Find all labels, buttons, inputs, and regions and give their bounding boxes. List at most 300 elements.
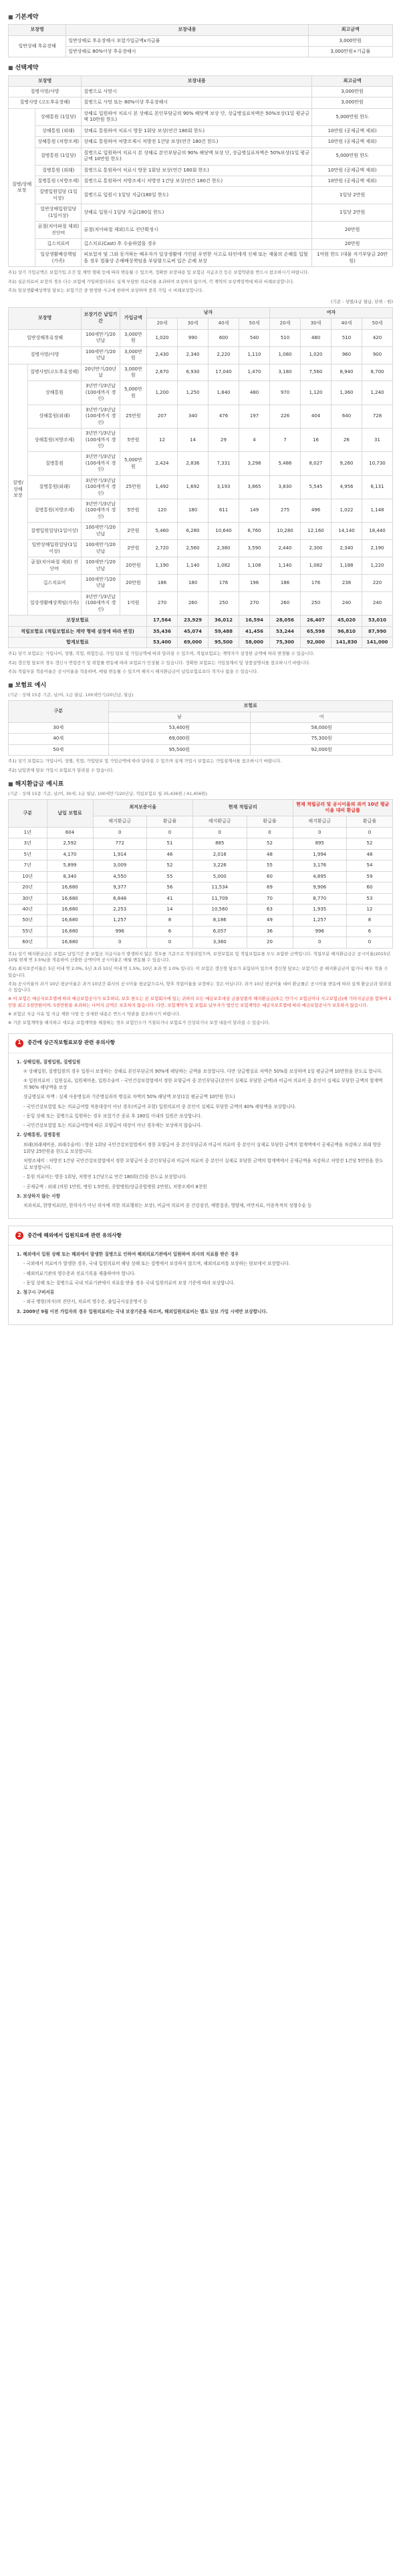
premium-value: 3,865 <box>239 475 270 499</box>
premium-value: 970 <box>270 381 301 405</box>
coverage-amount: 10만원 (공제금액 제외) <box>312 137 393 148</box>
coverage-period: 3년만기/3년납(100세까지 갱신) <box>82 499 120 523</box>
premium-example-desc: (기준 : 상해 15종 기준, 남/여, 1급 월납, 100세만기/20년납, 월납) <box>8 692 134 698</box>
example-note-2: 주2) 납입면제 담보 가입시 보험료가 달라질 수 있습니다. <box>8 767 114 773</box>
refund-cell: 885 <box>193 838 247 849</box>
refund-cell: 5,000 <box>193 871 247 882</box>
coverage-period: 100세만기/20년납 <box>82 346 120 364</box>
coverage-name: 상해통원(처방조제) <box>27 429 82 452</box>
premium-value: 275 <box>270 499 301 523</box>
premium-value: 8,027 <box>301 452 331 475</box>
notice-item: 1. 상해입원, 질병입원, 질병입원 <box>17 1059 81 1065</box>
male-premium: 95,500원 <box>108 744 251 755</box>
coverage-name: 질병사망 (고도후유장해) <box>9 97 82 108</box>
premium-value: 1,020 <box>301 346 331 364</box>
table-row <box>9 125 393 136</box>
premium-value: 600 <box>209 329 239 346</box>
refund-cell: 46 <box>147 849 193 860</box>
premium-value: 6,131 <box>362 475 393 499</box>
premium-value: 149 <box>239 499 270 523</box>
coverage-amount: 5만원 <box>120 429 146 452</box>
coverage-desc: 질병으로 사망 또는 80%이상 후유장해시 <box>82 97 312 108</box>
premium-value: 8,940 <box>331 364 362 381</box>
coverage-amount: 20만원 <box>312 222 393 239</box>
age-header: 30세 <box>178 318 209 329</box>
col-header: 보장내용 <box>82 75 312 86</box>
refund-cell: 1,257 <box>293 915 347 926</box>
premium-value: 3,193 <box>209 475 239 499</box>
premium-value: 17,040 <box>209 364 239 381</box>
total-value: 28,056 <box>270 615 301 626</box>
refund-cell: 30년 <box>9 893 47 904</box>
table-row <box>9 926 393 937</box>
age-header: 50세 <box>239 318 270 329</box>
coverage-name: 질병통원(외래) <box>27 475 82 499</box>
premium-value: 1,470 <box>239 364 270 381</box>
premium-value: 250 <box>301 591 331 615</box>
premium-value: 2,340 <box>331 540 362 557</box>
female-premium: 75,300원 <box>251 734 393 744</box>
premium-value: 1,022 <box>331 499 362 523</box>
col-header: 남 <box>108 712 251 722</box>
refund-cell: 2,592 <box>47 838 93 849</box>
coverage-amount: 3,000만원 <box>312 97 393 108</box>
total-value: 58,000 <box>239 637 270 648</box>
table-row <box>9 165 393 176</box>
coverage-period: 3년만기/3년납(100세까지 갱신) <box>82 429 120 452</box>
premium-value: 4,956 <box>331 475 362 499</box>
refund-cell: 16,680 <box>47 893 93 904</box>
refund-cell: 0 <box>247 827 293 838</box>
premium-value: 6,280 <box>178 523 209 540</box>
table-row <box>9 204 393 222</box>
premium-value: 2,380 <box>209 540 239 557</box>
refund-cell: 52 <box>347 838 393 849</box>
bullet-icon: ■ <box>8 13 13 20</box>
col-header: 구분 <box>9 799 47 827</box>
total-value: 96,810 <box>331 626 362 637</box>
table-row <box>9 429 393 452</box>
refund-cell: 3,009 <box>93 860 147 871</box>
total-value: 141,000 <box>362 637 393 648</box>
section-premium-example-title <box>8 682 393 690</box>
table-row <box>9 475 393 499</box>
coverage-amount: 25만원 <box>120 475 146 499</box>
refund-cell: 48 <box>347 849 393 860</box>
coverage-desc: 골절(치아파절 제외)으로 진단확정시 <box>82 222 312 239</box>
table-row <box>9 893 393 904</box>
refund-cell: 7년 <box>9 860 47 871</box>
age-header: 30세 <box>301 318 331 329</box>
total-value: 53,244 <box>270 626 301 637</box>
refund-cell: 6,848 <box>93 893 147 904</box>
refund-cell: 36 <box>247 926 293 937</box>
refund-cell: 60 <box>347 882 393 893</box>
premium-value: 611 <box>209 499 239 523</box>
coverage-desc: 깁스치료(Cast) 후 수술하였을 경우 <box>82 239 312 250</box>
premium-value: 1,188 <box>331 557 362 575</box>
refund-heading: 해지환급금 예시표 <box>15 780 64 788</box>
notice-item: - 동일 상해 또는 질병으로 입원하는 경우 보험기간 종료 후 180일 이내의 입원은 보상합니다. <box>23 1113 203 1119</box>
notice-item: 처방조제비 : 처방전 1건당 국민건강보험법에서 정한 요양급여 중 본인부담금과 비급여 의료비 중 본인이 실제로 부담한 금액의 합계액에서 공제금액을 차감하고 처방전 1건당 5만원을 한도로 보상합니다. <box>23 1157 384 1171</box>
coverage-period: 100세만기/20년납 <box>82 557 120 575</box>
coverage-desc: 질병으로 입원시 1일당 지급(180일 한도) <box>82 187 312 204</box>
refund-cell: 6 <box>347 926 393 937</box>
refund-cell: 20년 <box>9 882 47 893</box>
notice-item: - 국민건강보험법 또는 의료급여법에 따른 요양급여 대상이 아닌 경우에는 보상하지 않습니다. <box>23 1123 203 1129</box>
col-header: 보장내용 <box>66 25 308 35</box>
coverage-amount: 1일당 2만원 <box>312 187 393 204</box>
premium-value: 180 <box>178 499 209 523</box>
premium-value: 120 <box>147 499 178 523</box>
refund-cell: 4,895 <box>293 871 347 882</box>
coverage-amount: 3,000만원 <box>120 346 146 364</box>
coverage-name: 질병입원일당(1일이상) <box>27 523 82 540</box>
premium-value: 18,440 <box>362 523 393 540</box>
premium-value: 26 <box>331 429 362 452</box>
table-row <box>9 137 393 148</box>
coverage-name: 질병통원 (1일당) <box>35 148 82 165</box>
premium-value: 16 <box>301 429 331 452</box>
premium-value: 5,486 <box>270 452 301 475</box>
notice-item: 2. 상해통원, 질병통원 <box>17 1132 61 1138</box>
coverage-name: 질병사망/사망 <box>9 346 82 364</box>
coverage-name: 상해통원 (처방조제) <box>35 137 82 148</box>
total-row <box>9 615 393 626</box>
premium-value: 220 <box>362 574 393 591</box>
premium-value: 180 <box>178 574 209 591</box>
premium-value: 14 <box>178 429 209 452</box>
table-row <box>9 722 393 733</box>
female-premium: 92,000원 <box>251 744 393 755</box>
premium-value: 1,140 <box>178 557 209 575</box>
premium-value: 2,440 <box>270 540 301 557</box>
sub-header: 해지환급금 <box>93 816 147 827</box>
refund-cell: 48 <box>247 849 293 860</box>
refund-cell: 55년 <box>9 926 47 937</box>
coverage-desc: 일반상해로 80%이상 후유장해시 <box>66 47 308 57</box>
notice-box-body <box>9 1246 392 1324</box>
refund-cell: 20 <box>247 937 293 948</box>
coverage-period: 100세만기/20년납 <box>82 329 120 346</box>
sub-header: 환급률 <box>347 816 393 827</box>
refund-cell: 4,550 <box>93 871 147 882</box>
table-row <box>9 860 393 871</box>
refund-cell: 0 <box>293 827 347 838</box>
col-header: 최고금액 <box>308 25 393 35</box>
total-value: 53,400 <box>147 637 178 648</box>
premium-value: 2,836 <box>178 452 209 475</box>
premium-value: 196 <box>239 574 270 591</box>
bullet-icon: ■ <box>8 682 13 688</box>
coverage-name: 일상생활배상책임 (가족) <box>35 250 82 267</box>
premium-value: 2,430 <box>147 346 178 364</box>
refund-cell: 0 <box>93 827 147 838</box>
total-value: 41,456 <box>239 626 270 637</box>
notice-item: 1. 해외에서 입원 상해 또는 해외에서 발생한 질병으로 인하여 해외의료기관에서 입원하여 의사의 치료를 받은 경우 <box>17 1252 239 1258</box>
table-row <box>9 176 393 186</box>
coverage-name: 질병통원(처방조제) <box>27 499 82 523</box>
total-value: 87,990 <box>362 626 393 637</box>
total-value: 92,000 <box>301 637 331 648</box>
notice-item: 2. 청구시 구비서류 <box>17 1290 55 1296</box>
premium-value: 12 <box>147 429 178 452</box>
premium-value: 900 <box>362 346 393 364</box>
premium-value: 6,760 <box>239 523 270 540</box>
table-row <box>9 523 393 540</box>
coverage-amount: 10만원 (공제금액 제외) <box>312 165 393 176</box>
table-row <box>9 35 393 46</box>
premium-value: 404 <box>301 405 331 428</box>
refund-cell: 8,186 <box>193 915 247 926</box>
table-row <box>9 47 393 57</box>
premium-value: 420 <box>362 329 393 346</box>
premium-value: 1,360 <box>331 381 362 405</box>
premium-value: 2,340 <box>178 346 209 364</box>
notice-item: ① 상해입원, 질병입원의 경우 입원시 보장하는 상해로 본인부담금의 90%에 해당하는 금액을 보상합니다. 다만 상급병실료 차액은 50%를 보상하며 1일 평균금액 10만원을 한도로 합니다. <box>23 1068 383 1074</box>
notice-box-title: 중간에 상근직보험료보장 관련 유의사항 <box>27 1039 115 1046</box>
table-row <box>9 452 393 475</box>
premium-value: 270 <box>147 591 178 615</box>
refund-cell: 2,016 <box>193 849 247 860</box>
col-header: 최고금액 <box>312 75 393 86</box>
coverage-name: 깁스치료비 <box>35 239 82 250</box>
refund-cell: 1,257 <box>93 915 147 926</box>
premium-value: 728 <box>362 405 393 428</box>
coverage-amount: 5,000만원 <box>120 452 146 475</box>
refund-cell: 16,680 <box>47 904 93 915</box>
col-header: 가입금액 <box>120 307 146 329</box>
refund-cell: 51 <box>147 838 193 849</box>
premium-value: 3,830 <box>270 475 301 499</box>
refund-cell: 55 <box>247 860 293 871</box>
sub-header: 환급률 <box>247 816 293 827</box>
premium-note-3: 주3) 적립부분 적용이율은 공시이율을 적용하며, 매월 변동될 수 있으며 해지시 해지환급금이 납입보험료보다 적거나 없을 수 있습니다. <box>8 669 259 675</box>
table-row <box>9 108 393 125</box>
premium-value: 990 <box>178 329 209 346</box>
example-note-1: 주1) 상기 보험료는 가입나이, 성별, 직업, 가입담보 및 가입금액에 따라 달라질 수 있으며 실제 가입시 보험료는 가입설계서를 참조하시기 바랍니다. <box>8 758 282 764</box>
notice-item: - 국민건강보험법 또는 의료급여법 적용대상이 아닌 경우(비급여 포함) 입원의료비 중 본인이 실제로 부담한 금액의 40% 해당액을 보상합니다. <box>23 1103 297 1109</box>
coverage-period: 100세만기/20년납 <box>82 574 120 591</box>
total-value: 23,929 <box>178 615 209 626</box>
premium-value: 1,082 <box>209 557 239 575</box>
refund-cell: 6,057 <box>193 926 247 937</box>
refund-cell: 54 <box>347 860 393 871</box>
premium-value: 3,298 <box>239 452 270 475</box>
premium-value: 4 <box>239 429 270 452</box>
notice-box-body <box>9 1053 392 1219</box>
premium-example-table <box>8 700 393 756</box>
table-row <box>9 381 393 405</box>
refund-cell: 6 <box>147 926 193 937</box>
refund-cell: 56 <box>147 882 193 893</box>
table-row <box>9 148 393 165</box>
coverage-amount: 10만원 (공제금액 제외) <box>312 125 393 136</box>
coverage-desc: 상해로 입원시 1일당 지급(180일 한도) <box>82 204 312 222</box>
col-header: 현재 적립금리 <box>193 799 293 816</box>
premium-value: 226 <box>270 405 301 428</box>
table-row <box>9 591 393 615</box>
coverage-name: 상해통원 (외래) <box>35 125 82 136</box>
sub-header: 해지환급금 <box>293 816 347 827</box>
refund-cell: 11,709 <box>193 893 247 904</box>
refund-note-2: 주2) 최저보증이율은 5년 이내 연 2.0%, 5년 초과 10년 이내 연 1.5%, 10년 초과 연 1.0% 입니다. 이 보험은 갱신형 담보가 포함되어 있으며 갱신형 담보는 보험기간 중 해지환급금이 없거나 매우 적을 수 있습니다. <box>8 966 388 978</box>
refund-cell: 3,226 <box>193 860 247 871</box>
premium-value: 10,640 <box>209 523 239 540</box>
coverage-amount: 1억원 한도 (대물 자기부담금 20만원) <box>312 250 393 267</box>
refund-cell: 8,340 <box>47 871 93 882</box>
refund-note-3: 주3) 공시이율의 과거 10년 평균이율은 과거 10년간 회사의 공시이율 평균값으로서, 향후 적립이율을 보장하는 것은 아닙니다. 과거 10년 평균이율 대비 환급률은 공시이율 변동에 따라 실제 환급금과 달라질 수 있습니다. <box>8 981 392 993</box>
table-row <box>9 882 393 893</box>
premium-value: 340 <box>178 405 209 428</box>
total-value: 36,012 <box>209 615 239 626</box>
coverage-name: 상해통원 <box>27 381 82 405</box>
premium-value: 1,020 <box>147 329 178 346</box>
coverage-period: 20년만기/20년납 <box>82 364 120 381</box>
total-row <box>9 626 393 637</box>
refund-cell: 16,680 <box>47 915 93 926</box>
premium-table <box>8 307 393 649</box>
refund-cell: 0 <box>147 827 193 838</box>
refund-cell: 53 <box>347 893 393 904</box>
refund-note-1: 주1) 상기 해지환급금은 보험료 납입기간 중 보험금 지급사유가 발생하지 않은 경우를 기준으로 작성되었으며, 보장보험료 및 적립보험료를 모두 포함한 금액입니다. 적립부분 해지환급금은 공시이율(2015년 10월 현재 연 3.5%)을 적용하여 산출한 금액이며 공시이율은 매월 변동될 수 있습니다. <box>8 951 391 963</box>
table-row <box>9 346 393 364</box>
coverage-name: 골절(치아파절 제외) 진단비 <box>27 557 82 575</box>
notice-item: 치과치료, 한방치료(단, 한의사가 아닌 의사에 의한 의료행위는 보상), 비급여 의료비 중 건강검진, 예방접종, 영양제, 비만치료, 미용목적의 성형수술 등 <box>23 1203 312 1209</box>
age-header: 50세 <box>362 318 393 329</box>
premium-value: 1,120 <box>301 381 331 405</box>
coverage-amount: 3,000만원 <box>312 87 393 97</box>
group-label: 질병/상해 보장 <box>9 364 28 615</box>
section-refund-title <box>8 780 393 788</box>
coverage-name: 질병통원 <box>27 452 82 475</box>
refund-cell: 0 <box>347 827 393 838</box>
refund-cell: 895 <box>293 838 347 849</box>
premium-note-2: 주2) 갱신형 담보의 경우 갱신시 연령증가 및 위험률 변동에 따라 보험료가 인상될 수 있습니다. 정확한 보험료는 가입설계서 및 상품설명서를 참조하시기 바랍니다. <box>8 660 311 666</box>
premium-value: 1,240 <box>362 381 393 405</box>
table-row <box>9 838 393 849</box>
refund-cell: 16,680 <box>47 926 93 937</box>
sub-header: 해지환급금 <box>193 816 247 827</box>
coverage-amount: 20만원 <box>120 574 146 591</box>
age-header: 40세 <box>331 318 362 329</box>
male-premium: 53,400원 <box>108 722 251 733</box>
premium-value: 14,140 <box>331 523 362 540</box>
coverage-name: 질병통원 (외래) <box>35 165 82 176</box>
coverage-amount: 2만원 <box>120 523 146 540</box>
premium-value: 3,180 <box>270 364 301 381</box>
table-row <box>9 937 393 948</box>
total-value: 45,020 <box>331 615 362 626</box>
refund-cell: 52 <box>147 860 193 871</box>
premium-value: 2,560 <box>178 540 209 557</box>
premium-value: 2,670 <box>147 364 178 381</box>
number-badge-icon: 2 <box>15 1232 23 1240</box>
premium-value: 176 <box>209 574 239 591</box>
coverage-amount: 1억원 <box>120 591 146 615</box>
refund-cell: 996 <box>93 926 147 937</box>
number-badge-icon: 1 <box>15 1039 23 1047</box>
optional-note-1: 주1) 상기 가입금액은 보험가입 조건 및 계약 형태 등에 따라 변동될 수 있으며, 정확한 보장내용 및 보험금 지급조건 등은 보험약관을 반드시 참조하시기 바랍니다. <box>8 270 309 276</box>
coverage-name: 일반상해 후유장해 <box>9 35 66 57</box>
refund-cell: 3,176 <box>293 860 347 871</box>
table-row <box>9 915 393 926</box>
refund-cell: 8 <box>347 915 393 926</box>
notice-item: 3. 보상하지 않는 사항 <box>17 1193 60 1199</box>
refund-cell: 8 <box>147 915 193 926</box>
coverage-amount: 3,000만원 <box>120 364 146 381</box>
premium-value: 10,730 <box>362 452 393 475</box>
premium-value: 510 <box>331 329 362 346</box>
premium-value: 5,460 <box>147 523 178 540</box>
notice-item: 외래(외래제비용, 외래수술비) : 방문 1회당 국민건강보험법에서 정한 요양급여 중 본인부담금과 비급여 의료비 중 본인이 실제로 부담한 금액의 합계액에서 공제금액을 차감하고 외래 방문 1회당 25만원을 한도로 보상합니다. <box>23 1141 382 1154</box>
table-row <box>9 187 393 204</box>
refund-cell: 604 <box>47 827 93 838</box>
table-row <box>9 250 393 267</box>
premium-value: 197 <box>239 405 270 428</box>
coverage-name: 질병사망/사망 <box>9 87 82 97</box>
refund-cell: 10년 <box>9 871 47 882</box>
male-premium: 69,000원 <box>108 734 251 744</box>
notice-item: - 동일 상해 또는 질병으로 국내 의료기관에서 치료를 받을 경우 국내 입원의료비 보장 기준에 따라 보상합니다. <box>23 1280 235 1286</box>
total-value: 65,598 <box>301 626 331 637</box>
table-row <box>9 540 393 557</box>
premium-value: 207 <box>147 405 178 428</box>
refund-cell: 52 <box>247 838 293 849</box>
refund-cell: 60년 <box>9 937 47 948</box>
premium-value: 2,220 <box>209 346 239 364</box>
premium-value: 12,160 <box>301 523 331 540</box>
refund-cell: 5년 <box>9 849 47 860</box>
total-value: 75,300 <box>270 637 301 648</box>
premium-value: 240 <box>362 591 393 615</box>
premium-value: 480 <box>239 381 270 405</box>
basic-contract-table <box>8 24 393 57</box>
premium-note-1: 주1) 상기 보험료는 가입나이, 성별, 직업, 위험등급, 가입 담보 및 가입금액에 따라 달라질 수 있으며, 적립보험료는 계약자가 설정한 금액에 따라 변경될 수 있습니다. <box>8 651 315 657</box>
refund-cell: 50년 <box>9 915 47 926</box>
refund-cell: 1,914 <box>93 849 147 860</box>
coverage-desc: 일반상해로 후유장해시 보험가입금액x지급률 <box>66 35 308 46</box>
optional-contract-heading: 선택계약 <box>15 65 39 72</box>
premium-value: 540 <box>239 329 270 346</box>
col-header: 보험료 <box>108 701 393 712</box>
premium-value: 1,250 <box>178 381 209 405</box>
refund-table <box>8 799 393 949</box>
notice-box-2 <box>8 1226 393 1325</box>
premium-value: 260 <box>270 591 301 615</box>
total-value: 45,074 <box>178 626 209 637</box>
notice-box-header <box>9 1034 392 1053</box>
premium-value: 176 <box>301 574 331 591</box>
table-row <box>9 364 393 381</box>
coverage-period: 3년만기/3년납(100세까지 갱신) <box>82 475 120 499</box>
coverage-name: 질병통원 (처방조제) <box>35 176 82 186</box>
premium-value: 250 <box>209 591 239 615</box>
notice-box-title: 중간에 해외에서 입원치료에 관련 유의사항 <box>27 1232 122 1239</box>
premium-value: 10,280 <box>270 523 301 540</box>
refund-cell: 41 <box>147 893 193 904</box>
coverage-desc: 피보험자 및 그와 동거하는 배우자가 일상생활에 기인된 우연한 사고로 타인에게 신체 또는 재물의 손해를 입혔을 경우 법률상 손해배상책임을 부담함으로써 입은 손해 보상 <box>82 250 312 267</box>
refund-cell: 3년 <box>9 838 47 849</box>
col-header: 납입 보험료 <box>47 799 93 827</box>
table-row <box>9 827 393 838</box>
refund-cell: 772 <box>93 838 147 849</box>
notice-item: 상급병실료 차액 : 실제 사용병실과 기준병실과의 병실료 차액의 50% 해당액 보상(1일 평균금액 10만원 한도) <box>23 1094 235 1100</box>
premium-value: 640 <box>331 405 362 428</box>
age-cell: 40세 <box>9 734 109 744</box>
refund-cell: 16,680 <box>47 937 93 948</box>
notice-item: - 해외의료기관의 영수증과 진료기록을 제출하여야 합니다. <box>23 1270 136 1276</box>
